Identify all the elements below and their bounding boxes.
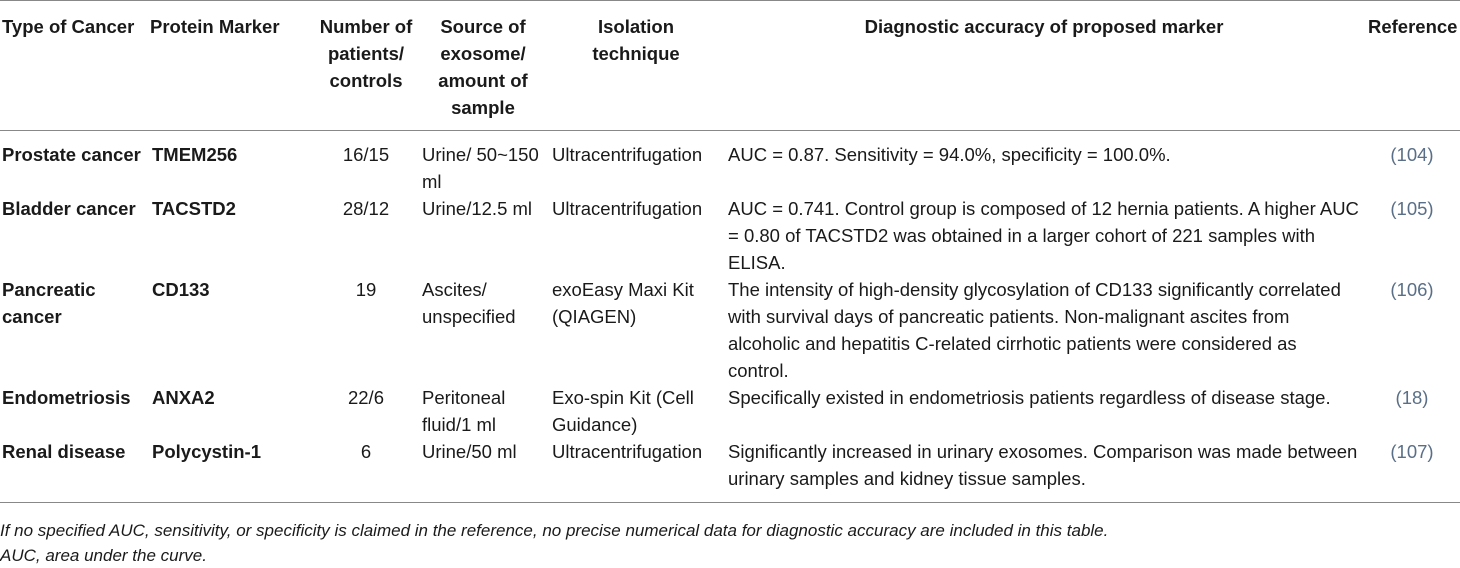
- footnote: If no specified AUC, sensitivity, or specificity is claimed in the reference, no precise numerical data for diagnostic accuracy are included in this table.: [0, 521, 1109, 540]
- cell-exosome-source: Ascites/ unspecified: [422, 279, 516, 327]
- cell-protein-marker: TACSTD2: [152, 198, 236, 219]
- cell-protein-marker: CD133: [152, 279, 210, 300]
- cell-diagnostic-accuracy: The intensity of high-density glycosylation of CD133 significantly correlated with survival days of pancreatic patients. Non-malignant ascites from alcoholic and hepatitis C-related cirrhotic patients were considered as control.: [728, 279, 1341, 381]
- cell-isolation-technique: Exo-spin Kit (Cell Guidance): [552, 387, 694, 435]
- cell-cancer-type: Bladder cancer: [2, 198, 136, 219]
- header-number-of-patients: Number of patients/ controls: [319, 16, 413, 91]
- reference-link[interactable]: (104): [1390, 144, 1434, 165]
- cell-patient-count: 16/15: [342, 144, 390, 165]
- table-row: [0, 438, 1460, 503]
- cell-cancer-type: Renal disease: [2, 441, 126, 462]
- cell-patient-count: 28/12: [342, 198, 390, 219]
- cell-isolation-technique: exoEasy Maxi Kit (QIAGEN): [552, 279, 694, 327]
- header-protein-marker: Protein Marker: [150, 16, 280, 37]
- reference-link[interactable]: (105): [1390, 198, 1434, 219]
- cell-diagnostic-accuracy: Specifically existed in endometriosis patients regardless of disease stage.: [728, 387, 1331, 408]
- cell-diagnostic-accuracy: AUC = 0.87. Sensitivity = 94.0%, specificity = 100.0%.: [728, 144, 1171, 165]
- table-row: [0, 384, 1460, 438]
- cell-exosome-source: Urine/50 ml: [422, 441, 517, 462]
- header-reference: Reference: [1368, 16, 1458, 37]
- reference-link[interactable]: (18): [1395, 387, 1429, 408]
- table-row: [0, 276, 1460, 384]
- footnote: AUC, area under the curve.: [0, 546, 207, 565]
- cell-cancer-type: Endometriosis: [2, 387, 131, 408]
- header-isolation-technique: Isolation technique: [592, 16, 680, 64]
- cell-exosome-source: Peritoneal fluid/1 ml: [422, 387, 506, 435]
- cell-cancer-type: Pancreatic cancer: [2, 279, 96, 327]
- cell-patient-count: 22/6: [347, 387, 384, 408]
- cell-isolation-technique: Ultracentrifugation: [552, 144, 703, 165]
- header-diagnostic-accuracy: Diagnostic accuracy of proposed marker: [864, 16, 1224, 37]
- cell-exosome-source: Urine/ 50~150 ml: [422, 144, 539, 192]
- cell-isolation-technique: Ultracentrifugation: [552, 441, 703, 462]
- cell-diagnostic-accuracy: AUC = 0.741. Control group is composed of 12 hernia patients. A higher AUC = 0.80 of TACSTD2 was obtained in a larger cohort of 221 samples with ELISA.: [728, 198, 1359, 273]
- cell-protein-marker: TMEM256: [152, 144, 238, 165]
- cell-protein-marker: Polycystin-1: [152, 441, 261, 462]
- header-type-of-cancer: Type of Cancer: [2, 16, 135, 37]
- cell-isolation-technique: Ultracentrifugation: [552, 198, 703, 219]
- cell-patient-count: 19: [355, 279, 377, 300]
- table-row: [0, 195, 1460, 276]
- cell-diagnostic-accuracy: Significantly increased in urinary exosomes. Comparison was made between urinary samples and kidney tissue samples.: [728, 441, 1358, 489]
- cell-exosome-source: Urine/12.5 ml: [422, 198, 533, 219]
- cell-patient-count: 6: [360, 441, 372, 462]
- cell-protein-marker: ANXA2: [152, 387, 215, 408]
- cell-cancer-type: Prostate cancer: [2, 144, 141, 165]
- reference-link[interactable]: (106): [1390, 279, 1434, 300]
- reference-link[interactable]: (107): [1390, 441, 1434, 462]
- table-row: [0, 131, 1460, 196]
- table-footnotes: [0, 518, 1108, 568]
- header-source-of-exosome: Source of exosome/ amount of sample: [438, 16, 528, 118]
- table-header-row: [0, 1, 1460, 131]
